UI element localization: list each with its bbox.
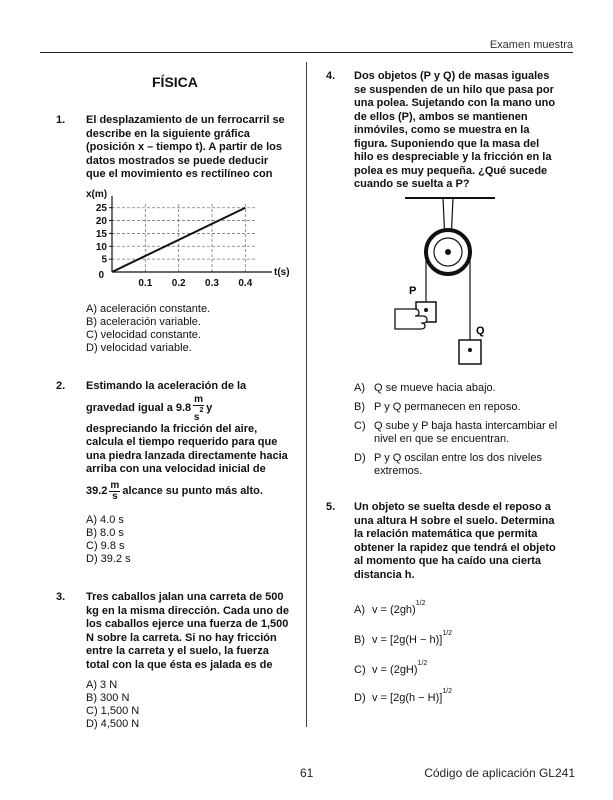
q3-stem-line: los caballos ejerce una fuerza de 1,500 <box>86 618 289 630</box>
q4-stem-line: de ellos (P), ambos se mantienen <box>354 110 528 123</box>
q4-stem-line: se suspenden de un hilo que pasa por <box>354 83 554 96</box>
q5-stem-line: al momento que ha caído una cierta <box>354 555 542 567</box>
y-tick-label: 15 <box>95 228 107 240</box>
block-p-hook <box>424 308 428 312</box>
q5-option-exp: 1/2 <box>415 600 426 607</box>
q4-number: 4. <box>326 70 336 82</box>
label-p: P <box>409 285 417 297</box>
q4-stem <box>354 70 555 192</box>
q1-option-d[interactable]: D) velocidad variable. <box>86 342 192 354</box>
y-axis-label: x(m) <box>86 189 108 200</box>
q2-stem-line: arriba con una velocidad inicial de <box>86 463 266 475</box>
q1-options <box>86 303 210 355</box>
q2-option-b[interactable]: B) 8.0 s <box>86 527 124 539</box>
q2-gravity-line <box>86 393 301 423</box>
y-tick-label: 25 <box>95 203 107 215</box>
q5-option-key: B) <box>354 634 365 646</box>
header-label: Examen muestra <box>489 39 573 51</box>
q4-option-c[interactable] <box>354 420 569 446</box>
q4-stem-line: Dos objetos (P y Q) de masas iguales <box>354 70 550 82</box>
q1-stem-line: (posición x – tiempo t). A partir de los <box>86 141 282 153</box>
x-tick-label: 0.1 <box>138 278 153 289</box>
q1-stem-line: El desplazamiento de un ferrocarril se <box>86 114 285 126</box>
q3-options <box>86 679 139 731</box>
q5-option-d[interactable] <box>354 688 452 704</box>
q5-option-c[interactable] <box>354 660 427 676</box>
q1-stem-line: datos mostrados se puede deducir <box>86 154 269 167</box>
q2-stem-line: Estimando la aceleración de la <box>86 380 247 392</box>
q3-option-d[interactable]: D) 4,500 N <box>86 718 140 730</box>
q1-number: 1. <box>56 114 66 126</box>
q4-option-d[interactable] <box>354 452 569 478</box>
q5-option-expr: v = (2gh) <box>372 604 416 616</box>
q5-option-exp: 1/2 <box>417 660 428 667</box>
x-tick-label: 0.3 <box>205 278 219 289</box>
q2-velocity-text: 39.2 <box>86 484 108 497</box>
q3-stem-line: Tres caballos jalan una carreta de 500 <box>86 591 284 603</box>
q5-option-key: C) <box>354 664 366 676</box>
q1-option-c[interactable]: C) velocidad constante. <box>86 329 201 341</box>
q2-stem <box>86 380 301 503</box>
q2-number: 2. <box>56 380 66 392</box>
q2-stem-line: una piedra lanzada directamente hacia <box>86 449 288 462</box>
application-code: Código de aplicación GL241 <box>424 766 575 780</box>
q5-option-exp: 1/2 <box>442 630 453 637</box>
q2-options <box>86 514 131 566</box>
q5-option-exp: 1/2 <box>442 688 453 695</box>
q3-stem-line: entre la carreta y el suelo, la fuerza <box>86 645 269 657</box>
q4-stem-line: inmóviles, como se muestra en la <box>354 124 530 136</box>
q5-option-expr: v = [2g(H − h)] <box>372 634 443 646</box>
q2-velocity-numerator: m <box>110 480 120 491</box>
q3-stem-line: kg en la misma dirección. Cada uno de <box>86 604 289 617</box>
q4-option-key: B) <box>354 401 365 413</box>
q1-option-a[interactable]: A) aceleración constante. <box>86 303 211 315</box>
series-line <box>112 208 245 272</box>
q5-option-key: A) <box>354 604 365 616</box>
q4-option-text: Q sube y P baja hasta intercambiar el nivel en que se encuentran. <box>374 420 558 445</box>
q1-option-b[interactable]: B) aceleración variable. <box>86 316 201 328</box>
q2-unit-fraction <box>193 395 204 423</box>
block-q-hook <box>468 348 472 352</box>
q4-option-a[interactable] <box>354 382 569 395</box>
column-divider <box>306 62 307 727</box>
q4-stem-line: polea es muy pequeña. ¿Qué sucede <box>354 164 548 177</box>
q2-unit-numerator: m <box>194 393 204 405</box>
y-tick-label: 5 <box>101 254 107 266</box>
q5-option-expr: v = (2gH) <box>372 664 418 676</box>
q4-option-text: Q se mueve hacia abajo. <box>374 382 496 394</box>
q4-option-key: A) <box>354 382 365 394</box>
q2-gravity-text: gravedad igual a 9.8 <box>86 401 192 414</box>
q2-velocity-fraction <box>109 481 120 502</box>
q5-stem-line: la relación matemática que permita <box>354 528 538 540</box>
x-tick-label: 0.2 <box>171 278 186 289</box>
q3-option-c[interactable]: C) 1,500 N <box>86 705 140 717</box>
q1-stem-line: que el movimiento es rectilíneo con <box>86 168 273 180</box>
x-tick-label: 0.4 <box>238 278 253 289</box>
q2-unit-den-base: s <box>193 411 200 423</box>
q1-stem-line: describe en la siguiente gráfica <box>86 127 250 140</box>
q5-option-key: D) <box>354 692 366 704</box>
q2-option-a[interactable]: A) 4.0 s <box>86 514 124 526</box>
q5-stem-line: una altura H sobre el suelo. Determina <box>354 514 555 527</box>
q5-number: 5. <box>326 501 336 513</box>
q4-option-b[interactable] <box>354 401 569 414</box>
q2-stem-line: despreciando la fricción del aire, <box>86 422 258 435</box>
q5-option-b[interactable] <box>354 630 452 646</box>
q2-velocity-tail: alcance su punto más alto. <box>122 484 263 497</box>
x-axis-label: t(s) <box>274 267 290 278</box>
q5-stem-line: Un objeto se suelta desde el reposo a <box>354 501 551 513</box>
q4-stem-line: una polea. Sujetando con la mano uno <box>354 97 556 109</box>
q4-option-text: P y Q oscilan entre los dos niveles extremos. <box>374 452 542 477</box>
y-tick-label: 10 <box>95 241 107 253</box>
y-tick-label: 20 <box>95 216 107 228</box>
q4-stem-line: figura. Suponiendo que la masa del <box>354 137 540 150</box>
q2-unit-denominator <box>193 406 204 423</box>
q4-option-key: D) <box>354 452 366 464</box>
q2-unit-den-exp: 2 <box>199 406 204 414</box>
q2-option-c[interactable]: C) 9.8 s <box>86 540 125 552</box>
label-q: Q <box>476 325 485 337</box>
page-number: 61 <box>300 766 314 780</box>
q3-stem-line: N sobre la carreta. Si no hay fricción <box>86 631 277 644</box>
q2-stem-line: calcula el tiempo requerido para que <box>86 436 278 448</box>
q4-options <box>354 382 569 484</box>
q5-option-a[interactable] <box>354 600 425 616</box>
origin-label: 0 <box>98 270 104 281</box>
q3-stem <box>86 591 289 672</box>
header-rule <box>40 52 573 53</box>
q5-stem-line: distancia h. <box>354 568 415 581</box>
pulley-axle <box>445 249 451 255</box>
q3-stem-line: total con la que ésta es jalada es de <box>86 658 273 671</box>
q3-option-b[interactable]: B) 300 N <box>86 692 130 704</box>
q2-gravity-tail: y <box>206 401 213 414</box>
position-time-chart <box>80 186 290 292</box>
q5-option-expr: v = [2g(h − H)] <box>372 692 443 704</box>
q2-velocity-denominator: s <box>112 491 118 502</box>
q4-stem-line: cuando se suelta a P? <box>354 178 470 190</box>
q2-option-d[interactable]: D) 39.2 s <box>86 553 131 565</box>
q3-number: 3. <box>56 591 66 603</box>
q4-option-key: C) <box>354 420 366 432</box>
q1-stem <box>86 114 285 182</box>
q5-stem-line: obtener la rapidez que tendrá el objeto <box>354 541 556 554</box>
q2-velocity-line <box>86 481 301 503</box>
section-title: FÍSICA <box>152 74 198 90</box>
q3-option-a[interactable]: A) 3 N <box>86 679 118 691</box>
q4-stem-line: hilo es despreciable y la fricción en la <box>354 151 552 163</box>
pulley-figure <box>385 192 515 370</box>
q4-option-text: P y Q permanecen en reposo. <box>374 401 521 413</box>
q5-stem <box>354 501 556 582</box>
